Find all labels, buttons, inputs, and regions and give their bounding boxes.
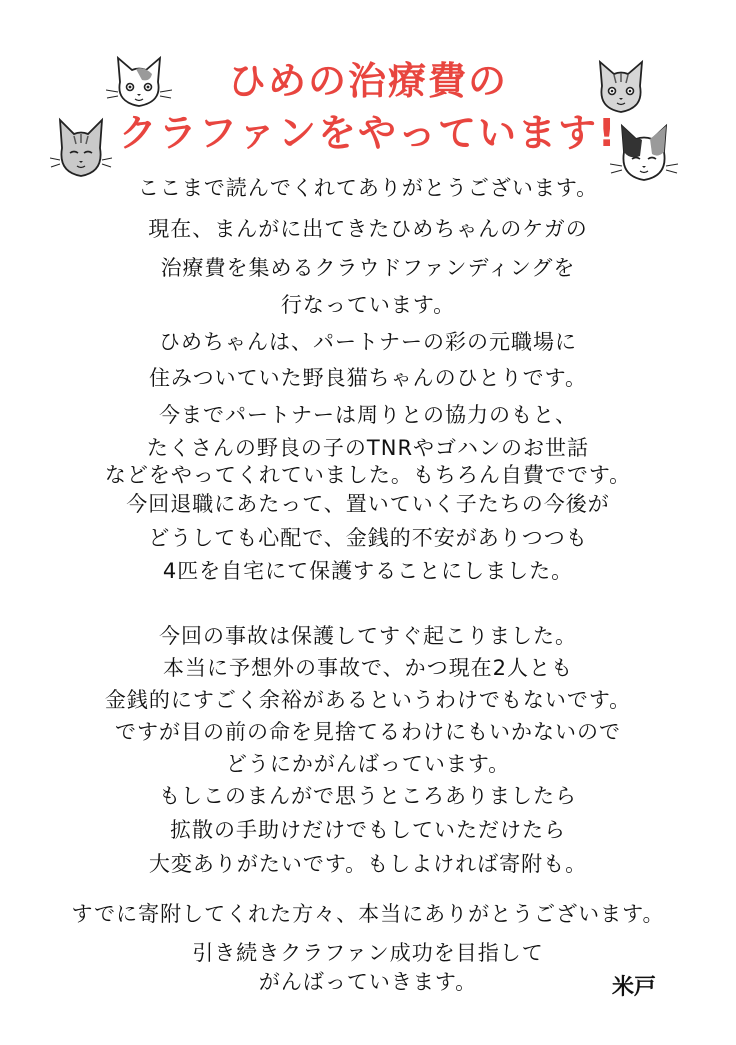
body-line: どうにかがんばっています。 <box>225 752 511 776</box>
body-line: 大変ありがたいです。もしよければ寄附も。 <box>148 852 588 876</box>
body-line: 今回の事故は保護してすぐ起こりました。 <box>159 624 577 648</box>
body-line: 金銭的にすごく余裕があるというわけでもないです。 <box>104 688 632 712</box>
body-line: 本当に予想外の事故で、かつ現在2人とも <box>163 656 573 680</box>
signature: 米戸 <box>612 975 657 1000</box>
body-line: たくさんの野良の子のTNRやゴハンのお世話 <box>146 436 590 460</box>
body-line: ここまで読んでくれてありがとうございます。 <box>137 176 599 200</box>
body-line: 今までパートナーは周りとの協力のもと、 <box>159 403 577 427</box>
body-line: どうしても心配で、金銭的不安がありつつも <box>148 526 588 550</box>
body-line: 住みついていた野良猫ちゃんのひとりです。 <box>149 366 587 390</box>
body-line: 拡散の手助けだけでもしていただけたら <box>170 818 566 842</box>
body-line: ひめちゃんは、パートナーの彩の元職場に <box>159 330 577 354</box>
body-line: 現在、まんがに出てきたひめちゃんのケガの <box>148 217 588 241</box>
body-line: 4匹を自宅にて保護することにしました。 <box>162 559 574 583</box>
body-line: 引き続きクラファン成功を目指して <box>192 941 544 965</box>
body-line: 治療費を集めるクラウドファンディングを <box>160 256 576 280</box>
body-line: 行なっています。 <box>280 293 456 317</box>
body-line: ですが目の前の命を見捨てるわけにもいかないので <box>115 720 621 744</box>
title-line-1: ひめの治療費の <box>227 59 508 103</box>
body-line: がんばっていきます。 <box>258 970 478 994</box>
title-line-2: クラファンをやっています! <box>118 111 618 155</box>
body-line: すでに寄附してくれた方々、本当にありがとうございます。 <box>71 902 665 926</box>
body-line: 今回退職にあたって、置いていく子たちの今後が <box>126 492 610 516</box>
body-line: もしこのまんがで思うところありましたら <box>159 784 577 808</box>
body-line: などをやってくれていました。もちろん自費でです。 <box>104 463 632 487</box>
